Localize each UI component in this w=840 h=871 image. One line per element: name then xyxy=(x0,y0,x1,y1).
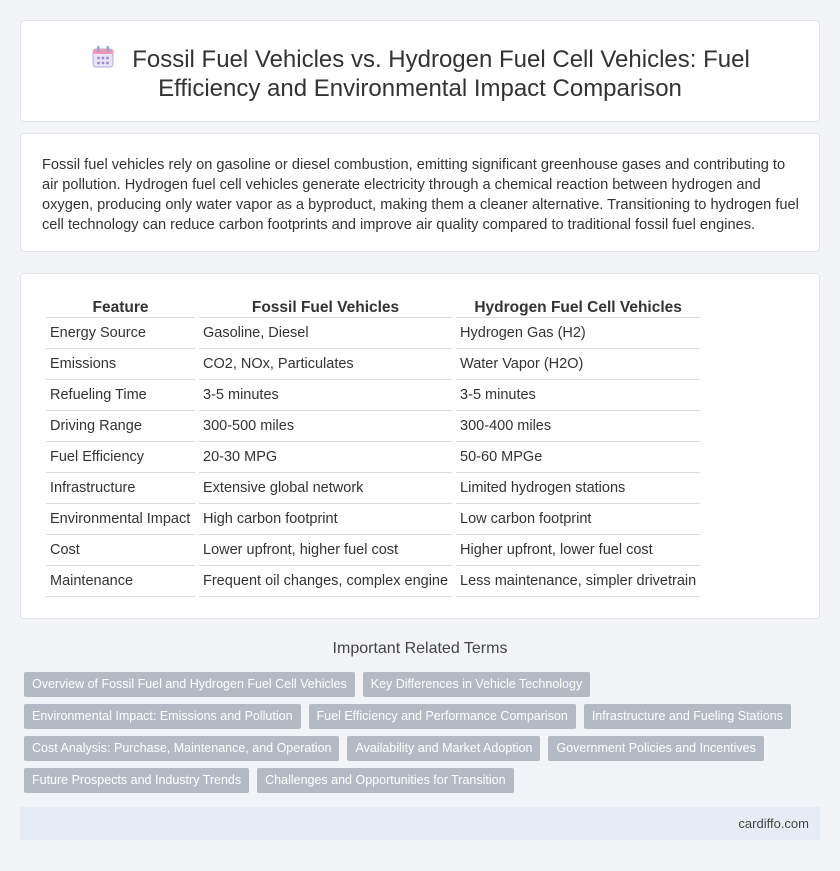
cell-fossil: 3-5 minutes xyxy=(199,380,452,411)
cell-feature: Emissions xyxy=(46,349,195,380)
header-fossil-fuel: Fossil Fuel Vehicles xyxy=(199,296,452,318)
table-row xyxy=(46,380,700,411)
page-title-line-1: Fossil Fuel Vehicles vs. Hydrogen Fuel Cell Vehicles: Fuel xyxy=(21,44,819,74)
header-feature: Feature xyxy=(46,296,195,318)
tag-row xyxy=(24,736,814,768)
cell-hydrogen: 3-5 minutes xyxy=(456,380,700,411)
cell-feature: Energy Source xyxy=(46,318,195,349)
cell-fossil: 300-500 miles xyxy=(199,411,452,442)
cell-hydrogen: Limited hydrogen stations xyxy=(456,473,700,504)
cell-feature: Refueling Time xyxy=(46,380,195,411)
page-title xyxy=(21,44,819,103)
cell-hydrogen: Hydrogen Gas (H2) xyxy=(456,318,700,349)
related-term-tag[interactable]: Challenges and Opportunities for Transition xyxy=(257,768,513,793)
table-row xyxy=(46,318,700,349)
tag-row xyxy=(24,672,814,704)
table-row xyxy=(46,442,700,473)
comparison-table xyxy=(42,296,704,597)
cell-hydrogen: Low carbon footprint xyxy=(456,504,700,535)
footer xyxy=(20,807,820,840)
comparison-table-card xyxy=(20,273,820,619)
cell-fossil: Lower upfront, higher fuel cost xyxy=(199,535,452,566)
cell-feature: Cost xyxy=(46,535,195,566)
related-term-tag[interactable]: Overview of Fossil Fuel and Hydrogen Fuel Cell Vehicles xyxy=(24,672,355,697)
cell-fossil: Gasoline, Diesel xyxy=(199,318,452,349)
intro-card xyxy=(20,133,820,252)
intro-paragraph: Fossil fuel vehicles rely on gasoline or diesel combustion, emitting significant greenhouse gases and contributing to air pollution. Hydrogen fuel cell vehicles generate electricity through a chemical reaction between hydrogen and oxygen, producing only water vapor as a byproduct, making them a cleaner alternative. Transitioning to hydrogen fuel cell technology can reduce carbon footprints and improve air quality compared to traditional fossil fuel engines. xyxy=(42,157,799,233)
related-terms-list xyxy=(24,672,814,800)
cell-feature: Infrastructure xyxy=(46,473,195,504)
related-term-tag[interactable]: Fuel Efficiency and Performance Comparison xyxy=(309,704,576,729)
cell-feature: Maintenance xyxy=(46,566,195,597)
page-title-line-2: Efficiency and Environmental Impact Comparison xyxy=(158,75,682,102)
related-term-tag[interactable]: Future Prospects and Industry Trends xyxy=(24,768,249,793)
cell-fossil: Extensive global network xyxy=(199,473,452,504)
footer-site-link[interactable]: cardiffo.com xyxy=(738,816,809,831)
table-row xyxy=(46,566,700,597)
cell-feature: Driving Range xyxy=(46,411,195,442)
cell-hydrogen: 50-60 MPGe xyxy=(456,442,700,473)
table-row xyxy=(46,504,700,535)
cell-feature: Fuel Efficiency xyxy=(46,442,195,473)
header-hydrogen: Hydrogen Fuel Cell Vehicles xyxy=(456,296,700,318)
cell-fossil: 20-30 MPG xyxy=(199,442,452,473)
cell-hydrogen: 300-400 miles xyxy=(456,411,700,442)
cell-fossil: CO2, NOx, Particulates xyxy=(199,349,452,380)
table-row xyxy=(46,411,700,442)
cell-hydrogen: Water Vapor (H2O) xyxy=(456,349,700,380)
related-terms-heading: Important Related Terms xyxy=(332,640,508,657)
title-card xyxy=(20,20,820,122)
related-term-tag[interactable]: Infrastructure and Fueling Stations xyxy=(584,704,791,729)
cell-feature: Environmental Impact xyxy=(46,504,195,535)
tag-row xyxy=(24,704,814,736)
cell-fossil: High carbon footprint xyxy=(199,504,452,535)
table-row xyxy=(46,535,700,566)
table-row xyxy=(46,349,700,380)
cell-fossil: Frequent oil changes, complex engine xyxy=(199,566,452,597)
related-term-tag[interactable]: Environmental Impact: Emissions and Pollution xyxy=(24,704,301,729)
cell-hydrogen: Higher upfront, lower fuel cost xyxy=(456,535,700,566)
related-term-tag[interactable]: Availability and Market Adoption xyxy=(347,736,540,761)
cell-hydrogen: Less maintenance, simpler drivetrain xyxy=(456,566,700,597)
related-term-tag[interactable]: Government Policies and Incentives xyxy=(548,736,763,761)
table-row xyxy=(46,473,700,504)
table-header-row xyxy=(46,296,700,318)
tag-row xyxy=(24,768,814,800)
related-term-tag[interactable]: Cost Analysis: Purchase, Maintenance, and Operation xyxy=(24,736,339,761)
related-term-tag[interactable]: Key Differences in Vehicle Technology xyxy=(363,672,590,697)
calendar-icon xyxy=(90,44,116,70)
